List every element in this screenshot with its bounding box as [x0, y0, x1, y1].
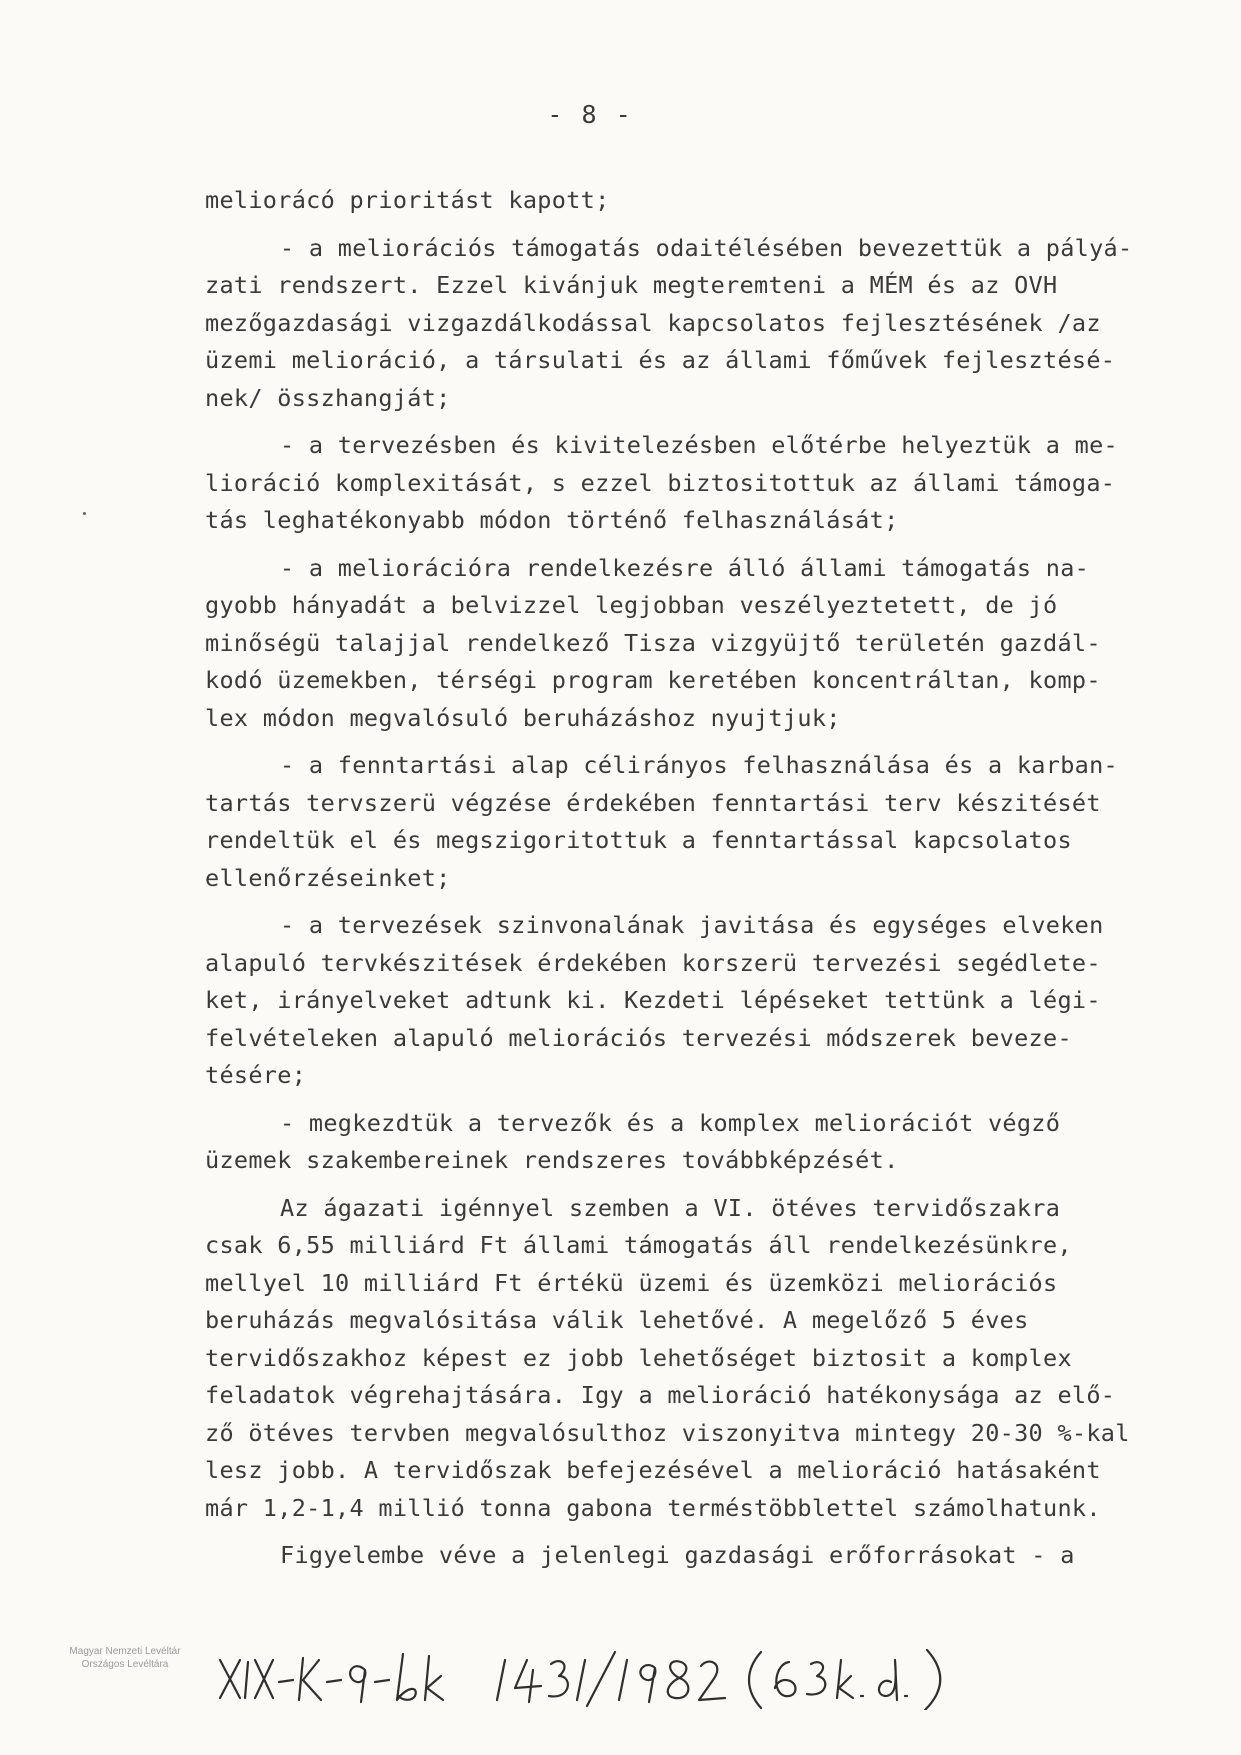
- text-line: üzemi melioráció, a társulati és az állami főművek fejlesztésé-: [205, 346, 1116, 374]
- text-line: rendeltük el és megszigoritottuk a fenntartással kapcsolatos: [205, 826, 1072, 854]
- text-line: gyobb hányadát a belvizzel legjobban veszélyeztetett, de jó: [205, 591, 1058, 619]
- paragraph: [205, 1190, 1180, 1528]
- text-line: - a meliorációs támogatás odaitélésében bevezettük a pályá-: [280, 233, 1133, 262]
- text-line: minőségü talajjal rendelkező Tisza vizgyüjtő területén gazdál-: [205, 628, 1101, 657]
- text-line: tartás tervszerü végzése érdekében fenntartási terv készitését: [205, 788, 1101, 817]
- text-line: - a tervezések szinvonalának javitása és egységes elveken: [280, 911, 1104, 939]
- text-line: tésére;: [205, 1061, 307, 1089]
- text-line: Figyelembe véve a jelenlegi gazdasági erőforrásokat - a: [280, 1541, 1075, 1569]
- archive-stamp: [45, 1645, 205, 1671]
- archive-stamp-line1: Magyar Nemzeti Levéltár: [69, 1646, 181, 1657]
- text-line: meliorácó prioritást kapott;: [205, 186, 610, 214]
- text-line: lioráció komplexitását, s ezzel biztositottuk az állami támoga-: [205, 468, 1116, 497]
- handwritten-archive-reference: [215, 1630, 1005, 1710]
- body-text: [205, 182, 1180, 1575]
- text-line: zati rendszert. Ezzel kivánjuk megteremteni a MÉM és az OVH: [205, 271, 1058, 299]
- text-line: nek/ összhangját;: [205, 383, 451, 412]
- text-line: - megkezdtük a tervezők és a komplex meliorációt végző: [280, 1108, 1061, 1137]
- text-line: tás leghatékonyabb módon történő felhasználását;: [205, 506, 899, 534]
- text-line: - a fenntartási alap célirányos felhasználása és a karban-: [280, 751, 1118, 779]
- text-line: lex módon megvalósuló beruházáshoz nyujtjuk;: [205, 703, 841, 732]
- text-line: kodó üzemekben, térségi program keretében koncentráltan, komp-: [205, 666, 1101, 694]
- text-line: csak 6,55 milliárd Ft állami támogatás áll rendelkezésünkre,: [205, 1231, 1072, 1259]
- text-line: felvételeken alapuló meliorációs tervezési módszerek beveze-: [205, 1023, 1072, 1052]
- text-line: üzemek szakembereinek rendszeres továbbképzését.: [205, 1146, 899, 1174]
- text-line: feladatok végrehajtására. Igy a melioráció hatékonysága az elő-: [205, 1381, 1116, 1409]
- text-line: ket, irányelveket adtunk ki. Kezdeti lépéseket tettünk a légi-: [205, 986, 1101, 1014]
- paragraph: [205, 550, 1180, 738]
- stray-mark: [83, 512, 86, 515]
- paragraph: [205, 182, 1180, 220]
- text-line: ellenőrzéseinket;: [205, 863, 451, 892]
- text-line: lesz jobb. A tervidőszak befejezésével a melioráció hatásaként: [205, 1456, 1101, 1484]
- paragraph: [205, 427, 1180, 540]
- text-line: már 1,2-1,4 millió tonna gabona terméstöbblettel számolhatunk.: [205, 1493, 1101, 1522]
- text-line: Az ágazati igénnyel szemben a VI. ötéves tervidőszakra: [280, 1193, 1061, 1222]
- text-line: tervidőszakhoz képest ez jobb lehetőséget biztosit a komplex: [205, 1343, 1072, 1372]
- text-line: alapuló tervkészitések érdekében korszerü tervezési segédlete-: [205, 948, 1101, 977]
- text-line: - a meliorációra rendelkezésre álló állami támogatás na-: [280, 553, 1090, 582]
- paragraph: [205, 747, 1180, 897]
- page-number: - 8 -: [547, 100, 633, 129]
- archive-stamp-line2: Országos Levéltára: [81, 1659, 169, 1670]
- text-line: beruházás megvalósitása válik lehetővé. A megelőző 5 éves: [205, 1306, 1029, 1334]
- paragraph: [205, 907, 1180, 1095]
- text-line: - a tervezésben és kivitelezésben előtérbe helyeztük a me-: [280, 431, 1118, 459]
- text-line: ző ötéves tervben megvalósulthoz viszonyitva mintegy 20-30 %-kal: [205, 1418, 1130, 1447]
- text-line: mezőgazdasági vizgazdálkodással kapcsolatos fejlesztésének /az: [205, 308, 1101, 337]
- paragraph: [205, 1537, 1180, 1575]
- text-line: mellyel 10 milliárd Ft értékü üzemi és üzemközi meliorációs: [205, 1268, 1058, 1297]
- paragraph: [205, 1105, 1180, 1180]
- handwritten-reference-drawing: [215, 1630, 1005, 1710]
- paragraph: [205, 230, 1180, 418]
